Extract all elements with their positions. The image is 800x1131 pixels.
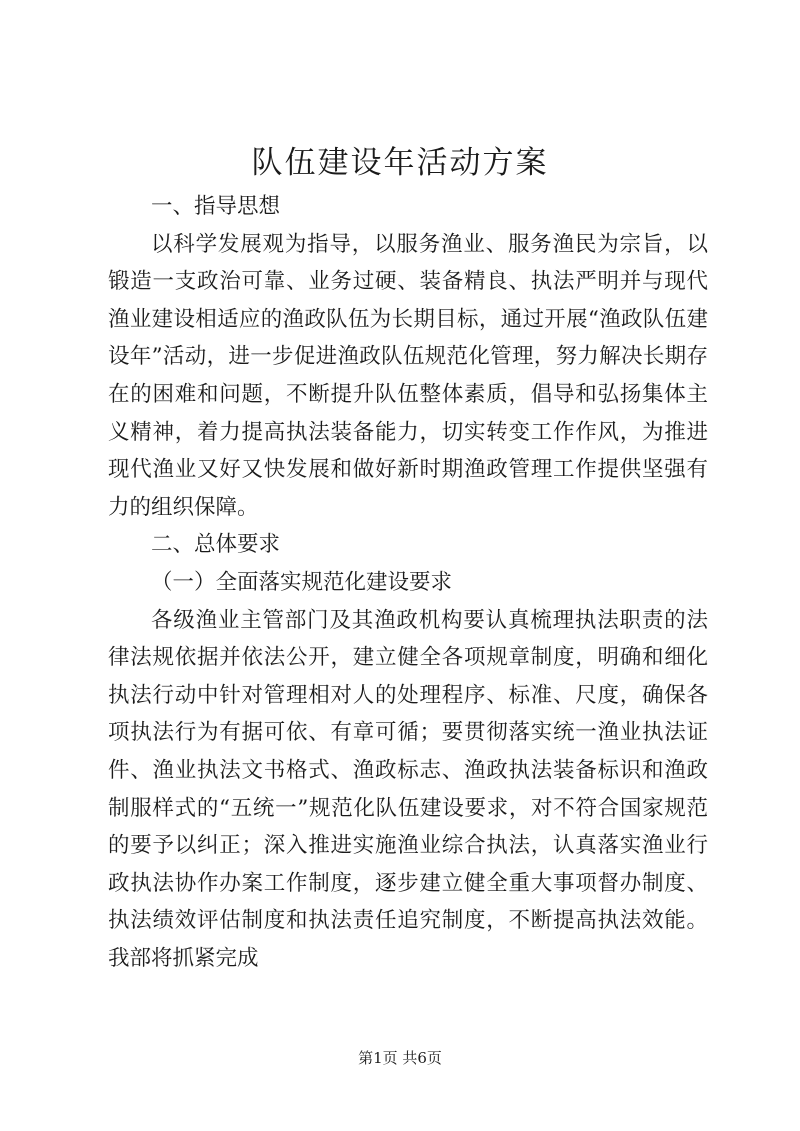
subheading-standardization: （一）全面落实规范化建设要求 (151, 569, 453, 595)
paragraph-guiding-ideology: 以科学发展观为指导，以服务渔业、服务渔民为宗旨，以锻造一支政治可靠、业务过硬、装备精良、执法严明并与现代渔业建设相适应的渔政队伍为长期目标，通过开展“渔政队伍建设年”活动，进一步促进渔政队伍规范化管理，努力解决长期存在的困难和问题，不断提升队伍整体素质，倡导和弘扬集体主义精神，着力提高执法装备能力，切实转变工作作风，为推进现代渔业又好又快发展和做好新时期渔政管理工作提供坚强有力的组织保障。 (108, 231, 708, 520)
document-title: 队伍建设年活动方案 (251, 145, 549, 181)
paragraph-standardization: 各级渔业主管部门及其渔政机构要认真梳理执法职责的法律法规依据并依法公开，建立健全各项规章制度，明确和细化执法行动中针对管理相对人的处理程序、标准、尺度，确保各项执法行为有据可依、有章可循；要贯彻落实统一渔业执法证件、渔业执法文书格式、渔政标志、渔政执法装备标识和渔政制服样式的“五统一”规范化队伍建设要求，对不符合国家规范的要予以纠正；深入推进实施渔业综合执法，认真落实渔业行政执法协作办案工作制度，逐步建立健全重大事项督办制度、执法绩效评估制度和执法责任追究制度，不断提高执法效能。我部将抓紧完成 (108, 607, 708, 971)
page-footer: 第1页 共6页 (358, 1049, 442, 1067)
heading-overall-requirements: 二、总体要求 (151, 532, 281, 558)
heading-guiding-ideology: 一、指导思想 (151, 194, 281, 219)
document-body (108, 188, 708, 977)
